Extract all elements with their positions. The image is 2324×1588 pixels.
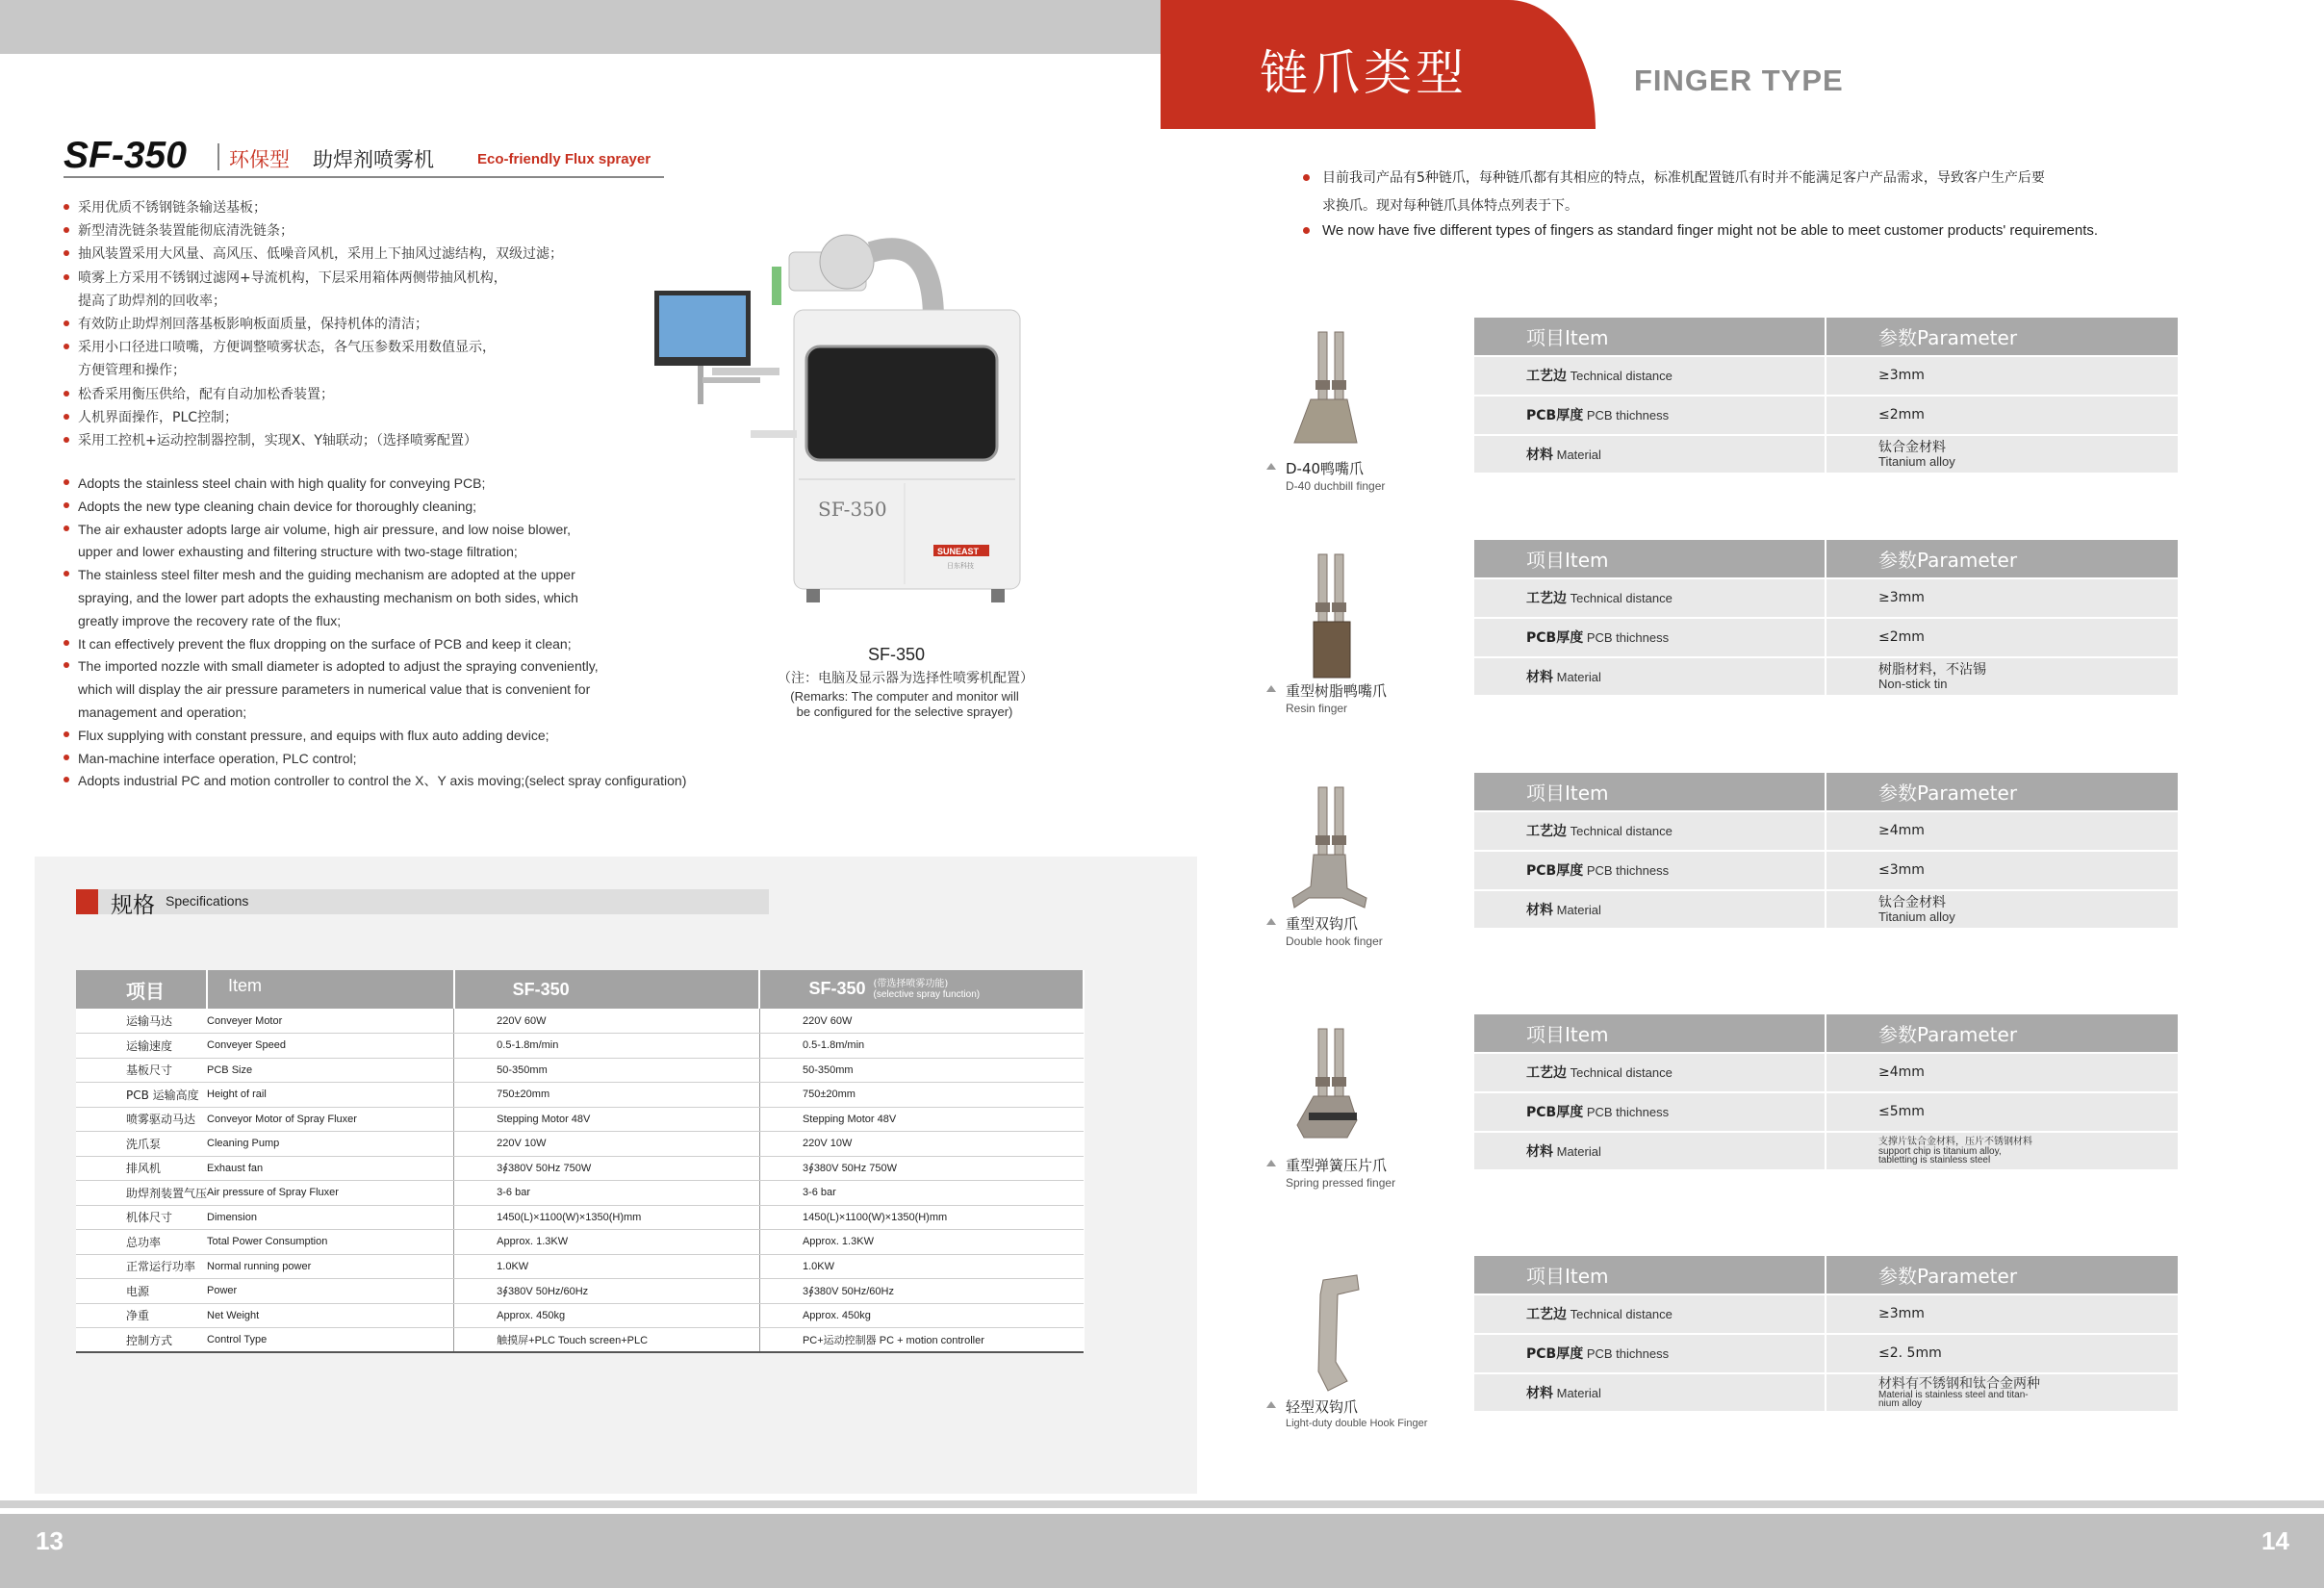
param-cell: [1474, 318, 1826, 356]
spec-cell-b: Stepping Motor 48V: [759, 1107, 1084, 1132]
param-cell: [1826, 1294, 2178, 1334]
param-row-pcb: [1474, 396, 2178, 435]
spec-cell-a: 触摸屏+PLC Touch screen+PLC: [454, 1328, 760, 1353]
spec-cell-cn: 基板尺寸: [76, 1058, 207, 1083]
param-text: Technical distance: [1570, 1065, 1673, 1081]
spec-head-m1: SF-350: [454, 970, 760, 1009]
spec-cell-en: PCB Size: [207, 1058, 454, 1083]
param-text: nium alloy: [1878, 1397, 1923, 1409]
spec-cell-cn: 洗爪泵: [76, 1132, 207, 1157]
param-text: PCB thichness: [1586, 1346, 1670, 1362]
spec-cell-b: 750±20mm: [759, 1083, 1084, 1108]
param-text: 材料: [1526, 902, 1553, 918]
spec-cell-en: Conveyer Motor: [207, 1009, 454, 1034]
param-text: ≥4mm: [1878, 1063, 1925, 1080]
param-text: Item: [1565, 1023, 1609, 1046]
spec-cell-a: 750±20mm: [454, 1083, 760, 1108]
spec-row: [76, 1132, 1084, 1157]
param-text: Parameter: [1917, 549, 2018, 572]
spec-row: [76, 1181, 1084, 1206]
spec-cell-a: 3-6 bar: [454, 1181, 760, 1206]
feature-en: The imported nozzle with small diameter is adopted to adjust the spraying conveniently,: [64, 654, 686, 678]
finger-name-cn: 重型弹簧压片爪: [1286, 1157, 1388, 1174]
spec-title-cn: 规格: [111, 893, 155, 918]
param-cell: [1826, 1334, 2178, 1373]
finger-illustration: [1290, 1266, 1376, 1400]
section-title-cn: 链爪类型: [1260, 45, 1468, 101]
spec-row: [76, 1083, 1084, 1108]
feature-en: The stainless steel filter mesh and the guiding mechanism are adopted at the upper: [64, 563, 686, 586]
section-tab: [1161, 0, 1596, 129]
param-text: Technical distance: [1570, 1307, 1673, 1322]
param-cell: [1474, 1132, 1826, 1171]
finger-name-cn: 重型树脂鸭嘴爪: [1286, 682, 1388, 700]
param-cell: [1474, 1373, 1826, 1413]
spec-row: [76, 1156, 1084, 1181]
feature-en: Flux supplying with constant pressure, and equips with flux auto adding device;: [64, 724, 686, 747]
page-number-left: 13: [36, 1526, 64, 1555]
features-en-list: [64, 472, 686, 792]
bottom-bar: [0, 1514, 2324, 1588]
param-text: 参数: [1878, 781, 1917, 805]
feature-en: Adopts the stainless steel chain with high quality for conveying PCB;: [64, 472, 686, 495]
top-gray-band: [0, 0, 1164, 54]
feature-en: Man-machine interface operation, PLC control;: [64, 747, 686, 770]
feature-en: spraying, and the lower part adopts the exhausting mechanism on both sides, which: [78, 589, 578, 605]
bottom-rule: [0, 1500, 2324, 1508]
param-cell: [1474, 1256, 1826, 1294]
spec-cell-en: Normal running power: [207, 1254, 454, 1279]
spec-cell-a: Stepping Motor 48V: [454, 1107, 760, 1132]
param-text: PCB厚度: [1526, 1105, 1584, 1121]
param-text: Item: [1565, 549, 1609, 572]
param-cell: [1826, 890, 2178, 930]
param-text: [1474, 773, 2178, 929]
spec-cell-cn: 总功率: [76, 1230, 207, 1255]
feature-en: Adopts industrial PC and motion controller to control the X、Y axis moving;(select spray configuration): [64, 769, 686, 792]
param-cell: [1826, 1256, 2178, 1294]
spec-cell-en: Net Weight: [207, 1303, 454, 1328]
param-text: Material: [1556, 669, 1601, 684]
spec-cell-cn: 排风机: [76, 1156, 207, 1181]
param-text: Titanium alloy: [1878, 453, 1955, 469]
param-text: 参数: [1878, 549, 1917, 572]
param-text: ≥3mm: [1878, 589, 1925, 605]
spec-cell-en: Air pressure of Spray Fluxer: [207, 1181, 454, 1206]
feature-cn: 松香采用衡压供给，配有自动加松香装置；: [64, 383, 563, 406]
spec-cell-b: Approx. 1.3KW: [759, 1230, 1084, 1255]
param-cell: [1826, 773, 2178, 811]
feature-cn: 采用工控机+运动控制器控制，实现X、Y轴联动；（选择喷雾配置）: [64, 429, 563, 452]
param-cell: [1826, 1014, 2178, 1053]
param-cell: [1474, 356, 1826, 396]
spec-row: [76, 1009, 1084, 1034]
param-cell: [1826, 1373, 2178, 1413]
param-text: PCB thichness: [1586, 1105, 1670, 1120]
param-header-row: [1474, 773, 2178, 811]
param-text: 工艺边: [1526, 1065, 1567, 1082]
param-text: 项目: [1526, 1023, 1565, 1046]
spec-cell-en: Conveyor Motor of Spray Fluxer: [207, 1107, 454, 1132]
spec-cell-b: 3-6 bar: [759, 1181, 1084, 1206]
finger-name-cn: D-40鸭嘴爪: [1286, 460, 1365, 477]
param-cell: [1474, 1092, 1826, 1132]
intro-bullet: [1303, 227, 1310, 234]
param-text: 项目: [1526, 549, 1565, 572]
param-row-pcb: [1474, 851, 2178, 890]
param-cell: [1474, 851, 1826, 890]
spec-cell-a: 1450(L)×1100(W)×1350(H)mm: [454, 1205, 760, 1230]
param-text: Technical distance: [1570, 591, 1673, 606]
param-text: Item: [1565, 1265, 1609, 1288]
machine-brand: SUNEAST: [937, 547, 980, 556]
param-text: 钛合金材料: [1878, 439, 1946, 455]
param-row-material: [1474, 890, 2178, 930]
intro-cn-1: 目前我司产品有5种链爪，每种链爪都有其相应的特点，标准机配置链爪有时并不能满足客户产品需求，导致客户生产后要: [1322, 170, 2045, 186]
param-row-material: [1474, 1132, 2178, 1171]
param-text: [1474, 540, 2178, 696]
spec-title-square: [76, 889, 98, 914]
finger-illustration: [1290, 782, 1376, 917]
param-cell: [1826, 356, 2178, 396]
param-text: 材料有不锈钢和钛合金两种: [1878, 1375, 2040, 1392]
spec-cell-b: 220V 10W: [759, 1132, 1084, 1157]
spec-row: [76, 1058, 1084, 1083]
spec-cell-cn: PCB 运输高度: [76, 1083, 207, 1108]
param-text: Material: [1556, 902, 1601, 917]
finger-name-en: Double hook finger: [1286, 935, 1383, 948]
param-text: 参数: [1878, 1265, 1917, 1288]
spec-row: [76, 1279, 1084, 1304]
spec-cell-a: 3∮380V 50Hz 750W: [454, 1156, 760, 1181]
feature-en: management and operation;: [78, 704, 247, 720]
spec-cell-cn: 净重: [76, 1303, 207, 1328]
param-cell: [1474, 618, 1826, 657]
param-row-material: [1474, 1373, 2178, 1413]
param-cell: [1826, 1053, 2178, 1092]
param-text: 树脂材料，不沾锡: [1878, 661, 1986, 678]
spec-cell-en: Total Power Consumption: [207, 1230, 454, 1255]
spec-cell-en: Power: [207, 1279, 454, 1304]
spec-cell-b: PC+运动控制器 PC + motion controller: [759, 1328, 1084, 1353]
spec-row: [76, 1303, 1084, 1328]
param-cell: [1474, 540, 1826, 578]
finger-name-en: Resin finger: [1286, 702, 1348, 715]
product-sub-cn: 助焊剂喷雾机: [313, 148, 434, 171]
param-row-material: [1474, 657, 2178, 697]
param-text: 工艺边: [1526, 1307, 1567, 1323]
blower: [820, 235, 874, 289]
spec-table: [76, 970, 1085, 1353]
param-text: Material: [1556, 1143, 1601, 1159]
machine-illustration: [645, 214, 1039, 622]
param-row-tech: [1474, 1294, 2178, 1334]
param-text: PCB厚度: [1526, 1346, 1584, 1363]
intro-cn-2: 求换爪。现对每种链爪具体特点列表于下。: [1322, 198, 1578, 214]
param-cell: [1826, 435, 2178, 474]
feature-en: The air exhauster adopts large air volume, high air pressure, and low noise blower,: [64, 518, 686, 541]
param-cell: [1826, 1092, 2178, 1132]
param-text: Parameter: [1917, 326, 2018, 349]
title-divider: [217, 143, 219, 170]
param-text: 项目: [1526, 326, 1565, 349]
spec-cell-b: 3∮380V 50Hz 750W: [759, 1156, 1084, 1181]
feature-en: upper and lower exhausting and filtering structure with two-stage filtration;: [78, 544, 518, 560]
feature-en: which will display the air pressure parameters in numerical value that is convenient for: [78, 681, 591, 698]
param-cell: [1826, 540, 2178, 578]
param-row-tech: [1474, 356, 2178, 396]
param-header-row: [1474, 540, 2178, 578]
feature-cn: 人机界面操作，PLC控制；: [64, 406, 563, 429]
spec-cell-en: Dimension: [207, 1205, 454, 1230]
param-text: PCB thichness: [1586, 630, 1670, 646]
param-text: Technical distance: [1570, 369, 1673, 384]
param-cell: [1826, 657, 2178, 697]
spec-cell-b: 50-350mm: [759, 1058, 1084, 1083]
feature-en: greatly improve the recovery rate of the flux;: [78, 612, 342, 628]
param-text: ≤2mm: [1878, 406, 1925, 423]
param-text: PCB thichness: [1586, 408, 1670, 423]
param-text: ≤5mm: [1878, 1103, 1925, 1119]
param-text: Material is stainless steel and titan-: [1878, 1389, 2029, 1400]
spec-cell-en: Conveyer Speed: [207, 1034, 454, 1059]
page-number-right: 14: [2261, 1526, 2289, 1555]
param-text: Parameter: [1917, 781, 2018, 805]
feature-cn: 采用优质不锈钢链条输送基板；: [64, 196, 563, 219]
param-header-row: [1474, 318, 2178, 356]
spec-row: [76, 1034, 1084, 1059]
spec-head-m2: SF-350 (带选择喷雾功能) (selective spray function): [759, 970, 1084, 1009]
param-text: support chip is titanium alloy,: [1878, 1145, 2002, 1157]
finger-illustration: [1290, 1024, 1376, 1159]
machine-caption: SF-350: [868, 645, 926, 664]
finger-illustration: [1290, 550, 1376, 684]
param-text: 支撑片钛合金材料，压片不锈钢材料: [1878, 1136, 2032, 1147]
param-text: ≤2mm: [1878, 628, 1925, 645]
title-underline: [64, 176, 664, 178]
feature-en: It can effectively prevent the flux dropping on the surface of PCB and keep it clean;: [64, 632, 686, 655]
machine-note-cn: （注：电脑及显示器为选择性喷雾机配置）: [778, 671, 1034, 686]
param-cell: [1826, 851, 2178, 890]
param-text: 参数: [1878, 1023, 1917, 1046]
spec-row: [76, 1205, 1084, 1230]
param-text: [1474, 1256, 2178, 1412]
param-row-pcb: [1474, 618, 2178, 657]
spec-row: [76, 1107, 1084, 1132]
product-sub-red: 环保型: [229, 148, 290, 171]
param-cell: [1826, 396, 2178, 435]
spec-cell-cn: 控制方式: [76, 1328, 207, 1353]
param-text: 工艺边: [1526, 824, 1567, 840]
monitor-screen: [659, 295, 746, 357]
machine-brand-sub: 日东科技: [947, 562, 974, 570]
param-text: 项目: [1526, 781, 1565, 805]
param-header-row: [1474, 1014, 2178, 1053]
spec-cell-cn: 机体尺寸: [76, 1205, 207, 1230]
param-cell: [1474, 435, 1826, 474]
param-text: Parameter: [1917, 1265, 2018, 1288]
spec-cell-a: 3∮380V 50Hz/60Hz: [454, 1279, 760, 1304]
spec-cell-en: Cleaning Pump: [207, 1132, 454, 1157]
param-header-row: [1474, 1256, 2178, 1294]
feature-cn: 新型清洗链条装置能彻底清洗链条；: [64, 219, 563, 243]
param-cell: [1474, 773, 1826, 811]
param-cell: [1474, 578, 1826, 618]
param-text: ≤3mm: [1878, 861, 1925, 878]
param-text: PCB厚度: [1526, 863, 1584, 880]
param-text: ≥3mm: [1878, 1305, 1925, 1321]
param-text: Parameter: [1917, 1023, 2018, 1046]
spec-cell-a: 1.0KW: [454, 1254, 760, 1279]
finger-name-cn: 重型双钩爪: [1286, 915, 1359, 933]
param-cell: [1826, 618, 2178, 657]
param-text: Item: [1565, 781, 1609, 805]
spec-header-row: [76, 970, 1084, 1009]
product-sub-en: Eco-friendly Flux sprayer: [477, 151, 651, 167]
param-text: Technical distance: [1570, 824, 1673, 839]
param-text: PCB厚度: [1526, 408, 1584, 424]
exhaust-duct: [871, 248, 933, 320]
param-table: [1474, 1014, 2178, 1171]
spec-cell-b: 220V 60W: [759, 1009, 1084, 1034]
spec-row: [76, 1254, 1084, 1279]
param-row-pcb: [1474, 1334, 2178, 1373]
machine-note-en: (Remarks: The computer and monitor will be configured for the selective sprayer): [790, 689, 1019, 719]
param-text: ≤2. 5mm: [1878, 1345, 1942, 1361]
spec-cell-en: Exhaust fan: [207, 1156, 454, 1181]
param-text: Non-stick tin: [1878, 676, 1948, 691]
machine-window: [806, 346, 997, 460]
param-text: 参数: [1878, 326, 1917, 349]
finger-name-en: Light-duty double Hook Finger: [1286, 1418, 1428, 1429]
intro-en: We now have five different types of fingers as standard finger might not be able to meet customer products' requirements.: [1322, 222, 2099, 239]
param-table: [1474, 773, 2178, 930]
spec-cell-a: Approx. 1.3KW: [454, 1230, 760, 1255]
feature-cn: 提高了助焊剂的回收率；: [78, 293, 226, 309]
param-row-tech: [1474, 578, 2178, 618]
param-text: [1474, 1014, 2178, 1170]
spec-cell-cn: 电源: [76, 1279, 207, 1304]
feature-en: Adopts the new type cleaning chain device for thoroughly cleaning;: [64, 495, 686, 518]
param-text: 钛合金材料: [1878, 894, 1946, 910]
param-row-tech: [1474, 1053, 2178, 1092]
param-text: ≥4mm: [1878, 822, 1925, 838]
param-cell: [1474, 657, 1826, 697]
param-text: 工艺边: [1526, 591, 1567, 607]
spec-cell-cn: 助焊剂装置气压: [76, 1181, 207, 1206]
param-text: Item: [1565, 326, 1609, 349]
param-cell: [1474, 890, 1826, 930]
param-table: [1474, 1256, 2178, 1413]
spec-cell-en: Control Type: [207, 1328, 454, 1353]
param-row-pcb: [1474, 1092, 2178, 1132]
spec-cell-cn: 运输马达: [76, 1009, 207, 1034]
param-text: 工艺边: [1526, 369, 1567, 385]
param-text: 材料: [1526, 1143, 1553, 1160]
intro-bullet: [1303, 174, 1310, 181]
param-text: Titanium alloy: [1878, 909, 1955, 924]
spec-cell-a: 0.5-1.8m/min: [454, 1034, 760, 1059]
spec-cell-cn: 运输速度: [76, 1034, 207, 1059]
param-cell: [1474, 1053, 1826, 1092]
features-cn-list: [64, 196, 563, 452]
param-text: PCB厚度: [1526, 630, 1584, 647]
param-cell: [1474, 396, 1826, 435]
spec-cell-a: 220V 10W: [454, 1132, 760, 1157]
param-text: [1474, 318, 2178, 474]
feature-cn: 有效防止助焊剂回落基板影响板面质量，保持机体的清洁；: [64, 313, 563, 336]
param-table: [1474, 540, 2178, 697]
spec-row: [76, 1230, 1084, 1255]
param-cell: [1474, 811, 1826, 851]
param-cell: [1826, 578, 2178, 618]
spec-cell-a: 220V 60W: [454, 1009, 760, 1034]
param-cell: [1826, 318, 2178, 356]
param-text: Material: [1556, 447, 1601, 462]
spec-cell-en: Height of rail: [207, 1083, 454, 1108]
param-text: 项目: [1526, 1265, 1565, 1288]
spec-cell-b: 3∮380V 50Hz/60Hz: [759, 1279, 1084, 1304]
finger-illustration: [1290, 327, 1376, 462]
spec-cell-cn: 喷雾驱动马达: [76, 1107, 207, 1132]
spec-row: [76, 1328, 1084, 1353]
param-cell: [1474, 1294, 1826, 1334]
spec-cell-a: Approx. 450kg: [454, 1303, 760, 1328]
param-cell: [1474, 1014, 1826, 1053]
param-text: Material: [1556, 1385, 1601, 1400]
finger-name-cn: 轻型双钩爪: [1286, 1398, 1359, 1416]
finger-name-en: D-40 duchbill finger: [1286, 479, 1386, 493]
param-row-tech: [1474, 811, 2178, 851]
feature-cn: 方便管理和操作；: [78, 363, 186, 379]
param-text: PCB thichness: [1586, 863, 1670, 879]
param-text: ≥3mm: [1878, 367, 1925, 383]
feature-cn: 抽风装置采用大风量、高风压、低噪音风机，采用上下抽风过滤结构，双级过滤；: [64, 243, 563, 266]
finger-name-en: Spring pressed finger: [1286, 1176, 1396, 1190]
param-cell: [1826, 811, 2178, 851]
spec-title-en: Specifications: [166, 893, 249, 909]
spec-cell-b: 0.5-1.8m/min: [759, 1034, 1084, 1059]
param-text: 材料: [1526, 447, 1553, 463]
param-text: 材料: [1526, 669, 1553, 685]
param-table: [1474, 318, 2178, 474]
product-model: SF-350: [64, 135, 187, 176]
param-text: tabletting is stainless steel: [1878, 1154, 1991, 1165]
spec-cell-cn: 正常运行功率: [76, 1254, 207, 1279]
machine-label: SF-350: [818, 498, 887, 521]
spec-cell-b: 1.0KW: [759, 1254, 1084, 1279]
feature-cn: 采用小口径进口喷嘴，方便调整喷雾状态，各气压参数采用数值显示，: [64, 336, 563, 359]
param-text: 材料: [1526, 1385, 1553, 1401]
param-cell: [1826, 1132, 2178, 1171]
param-cell: [1474, 1334, 1826, 1373]
spec-head-item: 项目 Item: [76, 970, 207, 1009]
spec-cell-b: Approx. 450kg: [759, 1303, 1084, 1328]
param-row-material: [1474, 435, 2178, 474]
section-title-en: FINGER TYPE: [1634, 64, 1844, 97]
spec-cell-b: 1450(L)×1100(W)×1350(H)mm: [759, 1205, 1084, 1230]
spec-cell-a: 50-350mm: [454, 1058, 760, 1083]
feature-cn: 喷雾上方采用不锈钢过滤网+导流机构，下层采用箱体两侧带抽风机构，: [64, 267, 563, 290]
